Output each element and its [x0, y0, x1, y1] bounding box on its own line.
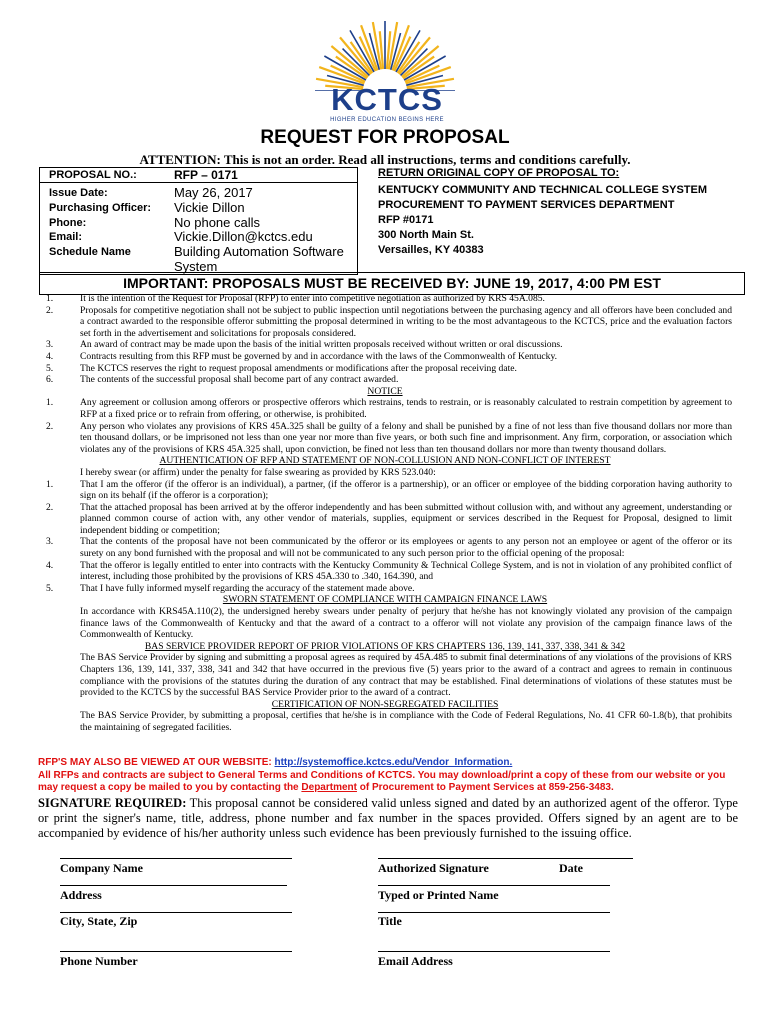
nonseg-text: The BAS Service Provider, by submitting a proposal, certifies that he/she is in compliance with the Code of Federal Regulations, No. 41 CFR 60-1.8(b), that prohibits the maintaining of segregated facilities. [80, 710, 732, 733]
authorized-signature-label: Authorized Signature [378, 861, 489, 875]
campaign-heading: SWORN STATEMENT OF COMPLIANCE WITH CAMPAIGN FINANCE LAWS [222, 594, 548, 606]
campaign-text: In accordance with KRS45A.110(2), the undersigned hereby swears under penalty of perjury that he/she has not knowingly violated any provision of the campaign finance laws of the Commonwealth of Kentucky and that the award of a contract to a offeror will not violate any provision of the campaign finance laws of the Commonwealth of Kentucky. [80, 606, 732, 641]
return-line-5: Versailles, KY 40383 [378, 244, 484, 256]
list-item: 1. It is the intention of the Request for Proposal (RFP) to enter into competitive negotiation as authorized by KRS 45A.085. [46, 293, 545, 304]
proposal-no-value: RFP – 0171 [174, 168, 238, 182]
return-line-1: KENTUCKY COMMUNITY AND TECHNICAL COLLEGE SYSTEM [378, 184, 707, 196]
terms-notice-line-2: may request a copy be mailed to you by contacting the Department of Procurement to Payment Services at 859-256-3483. [38, 782, 614, 793]
email-label: Email: [49, 231, 83, 243]
company-name-label: Company Name [60, 861, 143, 875]
email-address-line[interactable] [378, 951, 610, 952]
list-item: 6. The contents of the successful proposal shall become part of any contract awarded. [46, 374, 399, 386]
list-item: 1. Any agreement or collusion among offerors or prospective offerors which restrains, tends to restrain, or is reasonably calculated to restrain competition by agreement to RFP at a fixed price or to refrain from offering, or otherwise, is prohibited. [46, 397, 732, 420]
proposal-no-label: PROPOSAL NO.: [49, 169, 137, 181]
issue-date-value: May 26, 2017 [174, 185, 253, 200]
phone-number-line[interactable] [60, 951, 292, 952]
logo-wordmark: KCTCS [331, 82, 443, 117]
return-line-4: 300 North Main St. [378, 229, 474, 241]
signature-required: SIGNATURE REQUIRED: This proposal cannot be considered valid unless signed and dated by an authorized agent of the offeror. Type or print the signer's name, title, address, phone number and fax number in the spaces provided. Offers signed by an agent are to be accompanied by evidence of his/her authority unless such evidence has been previously furnished to the issuing office. [38, 796, 738, 840]
phone-value: No phone calls [174, 215, 260, 230]
list-item: 3. An award of contract may be made upon the basis of the initial written proposals received without written or oral discussions. [46, 339, 563, 351]
schedule-label: Schedule Name [49, 246, 131, 258]
list-item: 5. The KCTCS reserves the right to request proposal amendments or modifications after the proposal receiving date. [46, 362, 517, 374]
typed-name-label: Typed or Printed Name [378, 888, 499, 902]
website-link[interactable]: http://systemoffice.kctcs.edu/Vendor_Information. [274, 757, 513, 768]
website-notice: RFP'S MAY ALSO BE VIEWED AT OUR WEBSITE: http://systemoffice.kctcs.edu/Vendor_Information. [38, 757, 513, 768]
logo-tagline: HIGHER EDUCATION BEGINS HERE [330, 117, 444, 123]
auth-heading: AUTHENTICATION OF RFP AND STATEMENT OF NON-COLLUSION AND NON-CONFLICT OF INTEREST [159, 455, 611, 467]
phone-label: Phone: [49, 217, 87, 229]
phone-number-label: Phone Number [60, 954, 138, 968]
sun-rays-icon [300, 16, 470, 91]
terms-notice-line-1: All RFPs and contracts are subject to General Terms and Conditions of KCTCS. You may download/print a copy of these from our website or you [38, 770, 726, 781]
list-item: 4. Contracts resulting from this RFP must be governed by and in accordance with the laws of the Commonwealth of Kentucky. [46, 350, 558, 362]
bas-heading: BAS SERVICE PROVIDER REPORT OF PRIOR VIOLATIONS OF KRS CHAPTERS 136, 139, 141, 337, 338, 341 & 342 [144, 640, 626, 652]
notice-heading: NOTICE [367, 385, 403, 397]
proposal-info-box [39, 167, 358, 275]
terms-body [38, 293, 732, 734]
city-line[interactable] [60, 912, 292, 913]
return-heading: RETURN ORIGINAL COPY OF PROPOSAL TO: [378, 167, 620, 179]
list-item: 5. That I have fully informed myself regarding the accuracy of the statement made above. [46, 582, 415, 594]
auth-intro: I hereby swear (or affirm) under the penalty for false swearing as provided by KRS 523.040: [80, 466, 436, 478]
list-item: 1. That I am the offeror (if the offeror is an individual), a partner, (if the offeror is a partnership), or an officer or employee of the bidding corporation having authority to sign on its behalf (if the offeror is a corporation); [46, 478, 732, 502]
address-label: Address [60, 888, 102, 902]
deadline-banner: IMPORTANT: PROPOSALS MUST BE RECEIVED BY: JUNE 19, 2017, 4:00 PM EST [39, 272, 745, 295]
return-line-2: PROCUREMENT TO PAYMENT SERVICES DEPARTMENT [378, 199, 675, 211]
email-address-label: Email Address [378, 954, 453, 968]
nonseg-heading: CERTIFICATION OF NON-SEGREGATED FACILITIES [271, 698, 499, 710]
typed-name-line[interactable] [378, 885, 610, 886]
return-line-3: RFP #0171 [378, 214, 434, 226]
officer-label: Purchasing Officer: [49, 202, 152, 214]
officer-value: Vickie Dillon [174, 200, 245, 215]
issue-date-label: Issue Date: [49, 187, 108, 199]
title-label: Title [378, 914, 402, 928]
list-item: 2. Any person who violates any provisions of KRS 45A.325 shall be guilty of a felony and shall be punished by a fine of not less than five thousand dollars nor more than ten thousand dollars, or be imprisoned not less than one year nor more than five years, or both such fine and imprisonment. Any firm, corporation, or association which violates any of the provisions of KRS 45A.325 shall, upon conviction, be fined not less than ten thousand dollars nor more than twenty thousand dollars. [46, 420, 732, 455]
schedule-value: Building Automation Software [174, 244, 344, 259]
title-line[interactable] [378, 912, 610, 913]
section-1-list [38, 293, 732, 386]
address-line[interactable] [60, 885, 287, 886]
city-label: City, State, Zip [60, 914, 138, 928]
attention-notice: ATTENTION: This is not an order. Read all instructions, terms and conditions carefully. [139, 152, 631, 167]
email-value[interactable]: Vickie.Dillon@kctcs.edu [174, 229, 313, 244]
list-item: 2. Proposals for competitive negotiation shall not be subject to public inspection until negotiations between the purchasing agency and all offerors have been concluded and a contract awarded to the responsible offeror submitting the proposal determined in writing to be the most advantageous to the KCTCS, price and the evaluation factors set forth in the advertisement and solicitations for proposals considered. [46, 304, 732, 339]
kctcs-logo [300, 16, 470, 121]
bas-text: The BAS Service Provider by signing and submitting a proposal agrees as required by 45A.485 to submit final determinations of any violations of the provisions of KRS Chapters 136, 139, 141, 337, 338, 341 and 342 that have occurred in the previous five (5) years prior to the award of a contract and agrees to remain in continuous compliance with the provisions of the statutes during the duration of any contract that may be established. Final determinations of violations of these statutes must be provided to the KCTCS by the successful BAS Service Provider prior to the award of a contract. [80, 652, 732, 699]
schedule-value-cont: System [174, 259, 218, 274]
company-name-line[interactable] [60, 858, 292, 859]
list-item: 3. That the contents of the proposal have not been communicated by the offeror or its employees or agents to any person not an employee or agent of the offeror or its surety on any bond furnished with the proposal and will not be communicated to any such person prior to the official opening of the proposal: [46, 536, 732, 560]
list-item: 4. That the offeror is legally entitled to enter into contracts with the Kentucky Community & Technical College System, and is not in violation of any prohibited conflict of interest, including those prohibited by the provisions of KRS 45A.330 to .340, 164.390, and [46, 559, 732, 583]
authorized-signature-line[interactable] [378, 858, 633, 859]
date-label: Date [559, 861, 583, 875]
page-title: REQUEST FOR PROPOSAL [260, 127, 510, 148]
list-item: 2. That the attached proposal has been arrived at by the offeror independently and has been submitted without collusion with, and without any agreement, understanding or planned common course of action with, any other vendor of materials, supplies, equipment or services described in the Request for Proposal, designed to limit independent bidding or competition; [46, 501, 732, 536]
